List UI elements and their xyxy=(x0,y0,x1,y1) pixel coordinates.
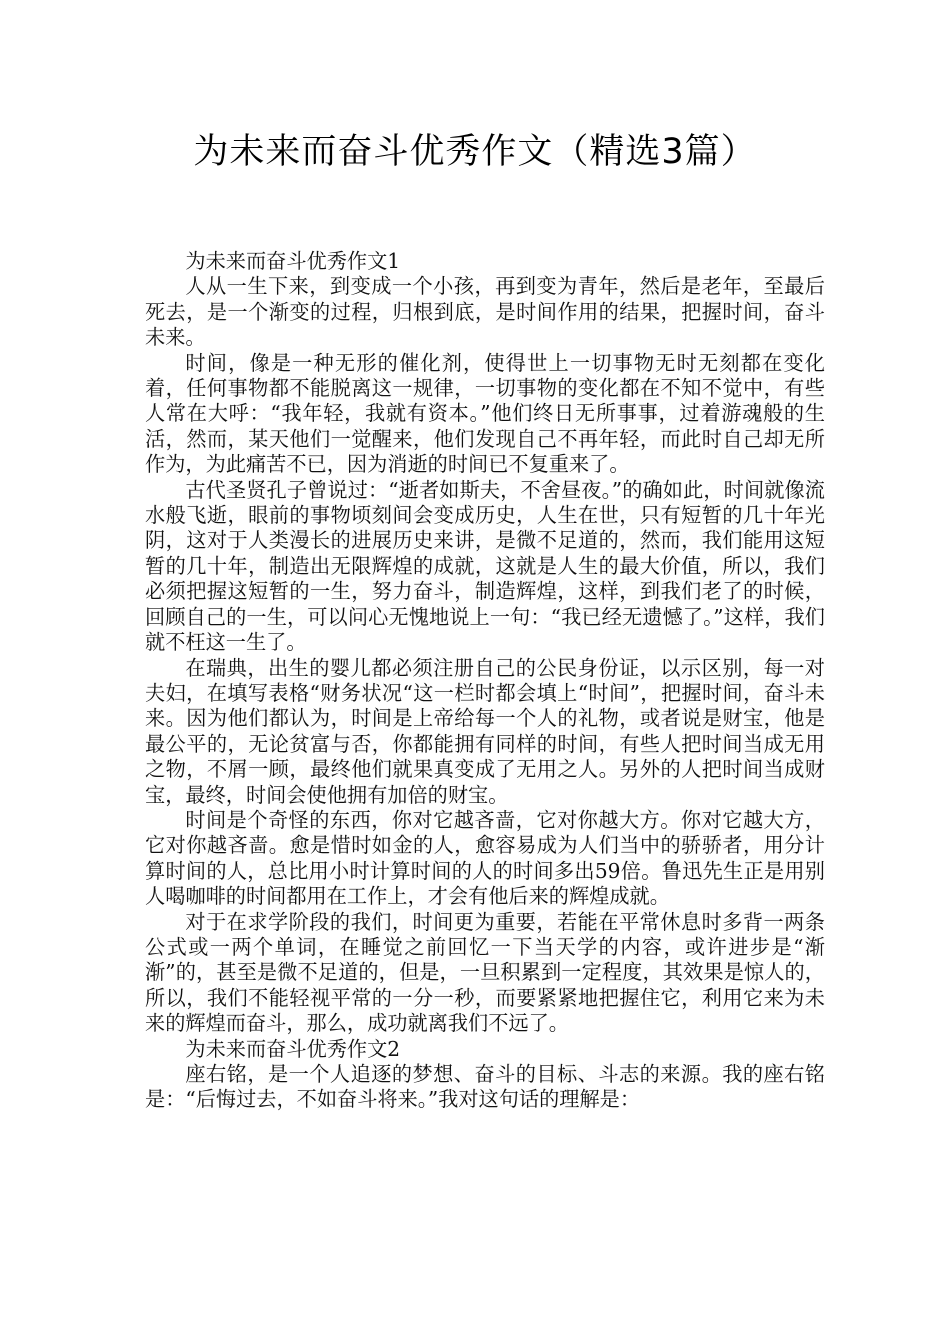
section-heading-2: 为未来而奋斗优秀作文2 xyxy=(185,1036,401,1061)
section-heading-1: 为未来而奋斗优秀作文1 xyxy=(185,249,401,273)
paragraph: 座右铭，是一个人追逐的梦想、奋斗的目标、斗志的来源。我的座右铭是：“后悔过去，不如奋斗将来。”我对这句话的理解是： xyxy=(145,1062,825,1112)
paragraph: 时间是个奇怪的东西，你对它越吝啬，它对你越大方。你对它越大方，它对你越吝啬。愈是惜时如金的人，愈容易成为人们当中的骄骄者，用分计算时间的人，总比用小时计算时间的人的时间多出59倍。鲁迅先生正是用别人喝咖啡的时间都用在工作上，才会有他后来的辉煌成就。 xyxy=(145,807,825,909)
paragraph: 对于在求学阶段的我们，时间更为重要，若能在平常休息时多背一两条公式或一两个单词，在睡觉之前回忆一下当天学的内容，或许进步是“渐渐”的，甚至是微不足道的，但是，一旦积累到一定程度，其效果是惊人的，所以，我们不能轻视平常的一分一秒，而要紧紧地把握住它，利用它来为未来的辉煌而奋斗，那么，成功就离我们不远了。 xyxy=(145,909,825,1036)
document-body xyxy=(145,249,825,1113)
paragraph: 古代圣贤孔子曾说过：“逝者如斯夫，不舍昼夜。”的确如此，时间就像流水般飞逝，眼前的事物顷刻间会变成历史，人生在世，只有短暂的几十年光阴，这对于人类漫长的进展历史来讲，是微不足道的，然而，我们能用这短暂的几十年，制造出无限辉煌的成就，这就是人生的最大价值，所以，我们必须把握这短暂的一生，努力奋斗，制造辉煌，这样，到我们老了的时候，回顾自己的一生，可以问心无愧地说上一句：“我已经无遗憾了。”这样，我们就不枉这一生了。 xyxy=(145,477,825,655)
paragraph: 时间，像是一种无形的催化剂，使得世上一切事物无时无刻都在变化着，任何事物都不能脱离这一规律，一切事物的变化都在不知不觉中，有些人常在大呼：“我年轻，我就有资本。”他们终日无所事事，过着游魂般的生活，然而，某天他们一觉醒来，他们发现自己不再年轻，而此时自己却无所作为，为此痛苦不已，因为消逝的时间已不复重来了。 xyxy=(145,350,825,477)
document-title: 为未来而奋斗优秀作文（精选3篇） xyxy=(193,132,757,172)
paragraph: 在瑞典，出生的婴儿都必须注册自己的公民身份证，以示区别，每一对夫妇，在填写表格“财务状况“这一栏时都会填上“时间”，把握时间，奋斗未来。因为他们都认为，时间是上帝给每一个人的礼物，或者说是财宝，他是最公平的，无论贫富与否，你都能拥有同样的时间，有些人把时间当成无用之物，不屑一顾，最终他们就果真变成了无用之人。另外的人把时间当成财宝，最终，时间会使他拥有加倍的财宝。 xyxy=(145,655,825,807)
paragraph: 人从一生下来，到变成一个小孩，再到变为青年，然后是老年，至最后死去，是一个渐变的过程，归根到底，是时间作用的结果，把握时间，奋斗未来。 xyxy=(145,274,825,350)
